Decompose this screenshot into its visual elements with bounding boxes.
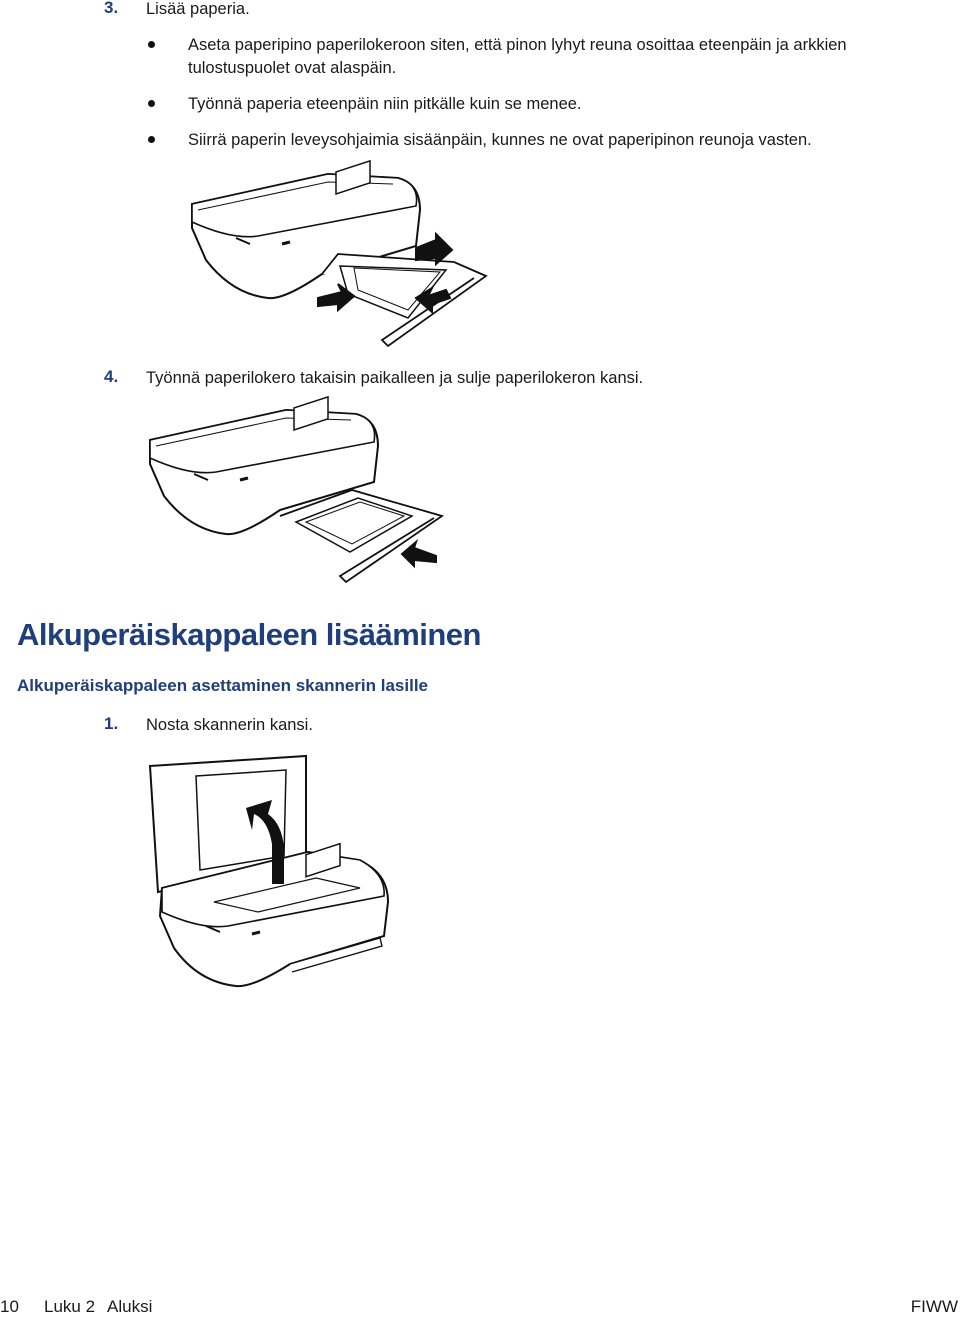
step-4-number: 4. bbox=[104, 367, 119, 386]
step-4-title: Työnnä paperilokero takaisin paikalleen ja sulje paperilokeron kansi. bbox=[146, 369, 644, 387]
bullet-icon bbox=[148, 100, 155, 107]
step-3-title: Lisää paperia. bbox=[146, 0, 250, 18]
bullet-icon bbox=[148, 41, 155, 48]
section-subheading: Alkuperäiskappaleen asettaminen skannerin lasille bbox=[17, 676, 429, 695]
section-heading: Alkuperäiskappaleen lisääminen bbox=[17, 617, 481, 652]
step-1-number: 1. bbox=[104, 714, 119, 733]
step-3-number: 3. bbox=[104, 0, 119, 17]
footer-chapter-title: Aluksi bbox=[107, 1297, 153, 1316]
bullet-icon bbox=[148, 136, 155, 143]
printer-paper-guides-illustration bbox=[188, 170, 488, 346]
step-3-bullet-1-line-2: tulostuspuolet ovat alaspäin. bbox=[188, 59, 397, 77]
step-3-bullet-2: Työnnä paperia eteenpäin niin pitkälle kuin se menee. bbox=[188, 95, 582, 113]
printer-tray-close-illustration bbox=[146, 406, 446, 586]
footer-chapter: Luku 2 bbox=[44, 1297, 96, 1316]
footer-doc-code: FIWW bbox=[910, 1297, 958, 1316]
step-3-bullet-1-line-1: Aseta paperipino paperilokeroon siten, että pinon lyhyt reuna osoittaa eteenpäin ja arkkien bbox=[188, 36, 847, 54]
step-3-bullet-3: Siirrä paperin leveysohjaimia sisäänpäin, kunnes ne ovat paperipinon reunoja vasten. bbox=[188, 131, 812, 149]
step-1-title: Nosta skannerin kansi. bbox=[146, 716, 313, 734]
footer-page-number: 10 bbox=[0, 1297, 19, 1316]
scanner-lid-open-illustration bbox=[148, 752, 394, 990]
